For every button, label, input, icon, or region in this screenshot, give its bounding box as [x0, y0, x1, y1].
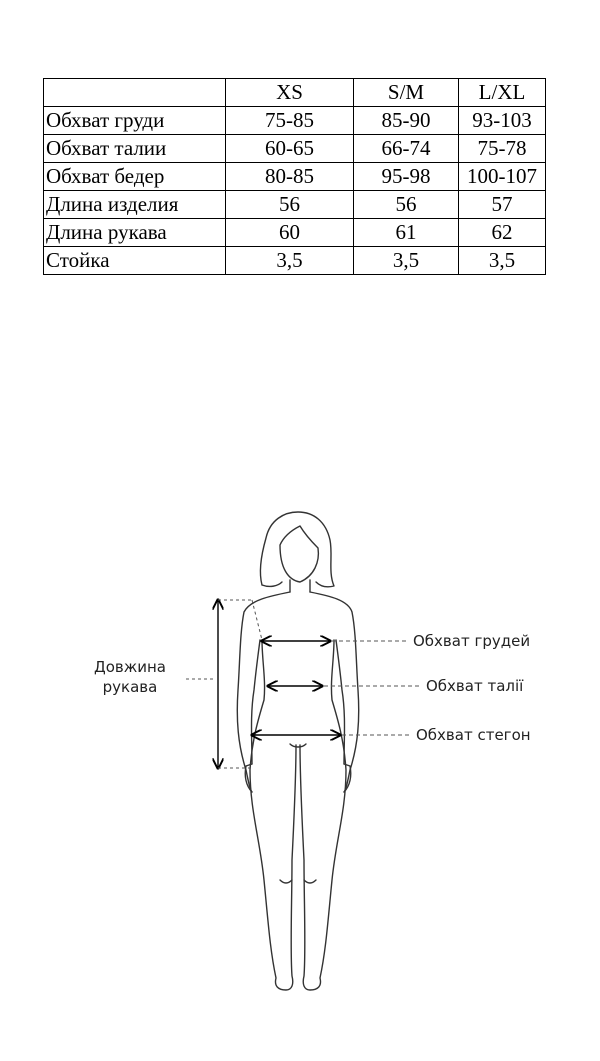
- table-row: [44, 135, 546, 163]
- table-cell: 75-78: [459, 135, 546, 163]
- row-label: Обхват талии: [44, 135, 226, 163]
- table-cell: 56: [226, 191, 354, 219]
- table-cell: 60-65: [226, 135, 354, 163]
- size-chart-table: [43, 78, 546, 275]
- header-cell-empty: [44, 79, 226, 107]
- table-cell: 61: [354, 219, 459, 247]
- table-cell: 60: [226, 219, 354, 247]
- table-cell: 66-74: [354, 135, 459, 163]
- table-cell: 57: [459, 191, 546, 219]
- sleeve-length-label: рукава: [102, 678, 158, 696]
- table-cell: 100-107: [459, 163, 546, 191]
- row-label: Стойка: [44, 247, 226, 275]
- table-cell: 85-90: [354, 107, 459, 135]
- sleeve-length-arrow: [186, 600, 262, 768]
- row-label: Длина рукава: [44, 219, 226, 247]
- chest-label: Обхват грудей: [413, 632, 531, 650]
- sleeve-length-label: Довжина: [94, 658, 166, 676]
- table-cell: 80-85: [226, 163, 354, 191]
- header-cell-xs: XS: [226, 79, 354, 107]
- table-cell: 3,5: [226, 247, 354, 275]
- table-cell: 75-85: [226, 107, 354, 135]
- woman-silhouette-icon: [237, 512, 358, 990]
- header-cell-sm: S/M: [354, 79, 459, 107]
- table-cell: 95-98: [354, 163, 459, 191]
- table-cell: 93-103: [459, 107, 546, 135]
- table-row: [44, 191, 546, 219]
- body-measurement-diagram: [0, 500, 600, 1010]
- row-label: Длина изделия: [44, 191, 226, 219]
- table-header-row: [44, 79, 546, 107]
- header-cell-lxl: L/XL: [459, 79, 546, 107]
- waist-label: Обхват талії: [426, 677, 524, 695]
- table-cell: 56: [354, 191, 459, 219]
- hips-label: Обхват стегон: [416, 726, 531, 744]
- table-row: [44, 163, 546, 191]
- table-row: [44, 219, 546, 247]
- row-label: Обхват груди: [44, 107, 226, 135]
- table-row: [44, 247, 546, 275]
- table-cell: 3,5: [459, 247, 546, 275]
- table-cell: 3,5: [354, 247, 459, 275]
- table-row: [44, 107, 546, 135]
- row-label: Обхват бедер: [44, 163, 226, 191]
- table-cell: 62: [459, 219, 546, 247]
